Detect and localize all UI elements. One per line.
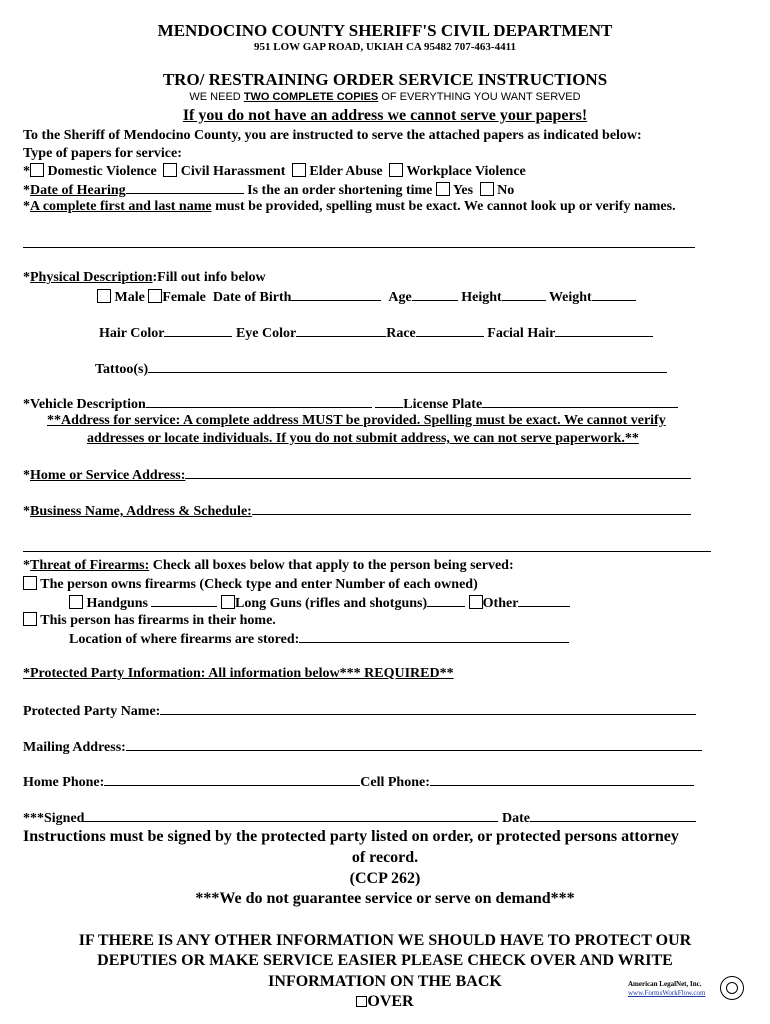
- over-checkbox[interactable]: [356, 996, 367, 1007]
- facial-hair-field[interactable]: [555, 324, 653, 337]
- copies-post: OF EVERYTHING YOU WANT SERVED: [378, 91, 581, 103]
- owns-firearms-label: The person owns firearms (Check type and enter Number of each owned): [40, 577, 478, 592]
- person-name-field[interactable]: [23, 247, 695, 248]
- required-star: *: [23, 270, 30, 285]
- home-phone-field[interactable]: [104, 773, 360, 786]
- required-star: *: [23, 558, 30, 573]
- vehicle-field[interactable]: [146, 395, 372, 408]
- cell-phone-label: Cell Phone:: [360, 775, 430, 790]
- ccp-reference: (CCP 262): [349, 870, 421, 887]
- firearm-location-field[interactable]: [299, 630, 569, 643]
- dob-label: Date of Birth: [212, 290, 292, 305]
- physical-description-heading: [23, 270, 266, 286]
- mailing-address-row: [23, 738, 702, 756]
- other-firearm-label: Other: [482, 596, 519, 611]
- mailing-address-label: Mailing Address:: [23, 740, 126, 755]
- home-address-row: [23, 466, 691, 484]
- protected-party-title: Protected Party Information: All information below*** REQUIRED**: [30, 666, 454, 681]
- required-star: *: [23, 504, 30, 519]
- civil-harassment-label: Civil Harassment: [180, 164, 286, 179]
- sheriff-instruction: To the Sheriff of Mendocino County, you are instructed to serve the attached papers as indicated below:: [23, 128, 642, 143]
- shortening-yes-checkbox[interactable]: [436, 182, 450, 196]
- eye-color-field[interactable]: [296, 324, 386, 337]
- height-field[interactable]: [502, 288, 546, 301]
- civil-harassment-checkbox[interactable]: [163, 163, 177, 177]
- male-checkbox[interactable]: [97, 289, 111, 303]
- firearm-types-row: [69, 594, 570, 612]
- home-phone-label: Home Phone:: [23, 775, 105, 790]
- signed-label: ***Signed: [23, 811, 85, 826]
- shortening-no-checkbox[interactable]: [480, 182, 494, 196]
- signature-field[interactable]: [84, 809, 498, 822]
- vehicle-label: *Vehicle Description: [23, 397, 146, 412]
- phone-row: [23, 773, 694, 791]
- hearing-date-field[interactable]: [126, 181, 244, 194]
- tattoo-field[interactable]: [148, 360, 667, 373]
- business-row: [23, 502, 691, 520]
- department-address: 951 LOW GAP ROAD, UKIAH CA 95482 707-463-4411: [254, 41, 516, 53]
- vehicle-extra-field[interactable]: [375, 395, 403, 408]
- copies-pre: WE NEED: [189, 91, 244, 103]
- back-info-line2: DEPUTIES OR MAKE SERVICE EASIER PLEASE CHECK OVER AND WRITE: [97, 952, 673, 969]
- department-title: MENDOCINO COUNTY SHERIFF'S CIVIL DEPARTMENT: [157, 21, 613, 40]
- owns-firearms-row: [23, 576, 478, 593]
- firearms-heading: [23, 558, 514, 574]
- long-guns-label: Long Guns (rifles and shotguns): [234, 596, 428, 611]
- publisher-name: American LegalNet, Inc.: [628, 980, 702, 988]
- mailing-address-field[interactable]: [126, 738, 702, 751]
- business-label: Business Name, Address & Schedule:: [30, 504, 252, 519]
- signature-row: [23, 809, 696, 827]
- workplace-violence-label: Workplace Violence: [406, 164, 526, 179]
- copies-notice: [0, 91, 770, 103]
- back-info-line3: INFORMATION ON THE BACK: [268, 973, 502, 990]
- other-firearm-checkbox[interactable]: [469, 595, 483, 609]
- facial-hair-label: Facial Hair: [487, 326, 556, 341]
- yes-label: Yes: [452, 183, 474, 198]
- protected-name-label: Protected Party Name:: [23, 704, 161, 719]
- type-label: Type of papers for service:: [23, 146, 182, 161]
- has-firearms-row: [23, 612, 276, 629]
- female-checkbox[interactable]: [148, 289, 162, 303]
- race-field[interactable]: [416, 324, 484, 337]
- physical-row-1: [97, 288, 636, 306]
- signing-instruction-line1: Instructions must be signed by the protected party listed on order, or protected persons attorney: [23, 828, 679, 845]
- hearing-date-label: Date of Hearing: [30, 183, 126, 198]
- elder-abuse-label: Elder Abuse: [309, 164, 383, 179]
- date-label: Date: [501, 811, 530, 826]
- publisher-logo: [628, 976, 746, 1004]
- eye-color-label: Eye Color: [235, 326, 297, 341]
- cell-phone-field[interactable]: [430, 773, 694, 786]
- race-label: Race: [386, 326, 416, 341]
- age-label: Age: [388, 290, 412, 305]
- address-warning: If you do not have an address we cannot serve your papers!: [182, 107, 588, 124]
- firearms-note: Check all boxes below that apply to the person being served:: [149, 558, 514, 573]
- domestic-violence-checkbox[interactable]: [30, 163, 44, 177]
- vehicle-row: [23, 395, 678, 413]
- publisher-emblem-icon: [720, 976, 744, 1000]
- home-address-label: Home or Service Address:: [30, 468, 186, 483]
- height-label: Height: [461, 290, 502, 305]
- male-label: Male: [114, 290, 145, 305]
- business-extra-field[interactable]: [23, 551, 711, 552]
- has-firearms-label: This person has firearms in their home.: [40, 613, 276, 628]
- address-notice-line2: addresses or locate individuals. If you do not submit address, we can not serve paperwork.**: [87, 431, 639, 446]
- name-requirement-emphasis: A complete first and last name: [30, 199, 212, 214]
- signing-instruction-line2: of record.: [351, 849, 419, 866]
- over-label: OVER: [367, 993, 414, 1010]
- name-requirement: [23, 199, 676, 215]
- hair-color-label: Hair Color: [99, 326, 165, 341]
- business-field[interactable]: [252, 502, 691, 515]
- required-star: *: [23, 468, 30, 483]
- copies-emphasis: TWO COMPLETE COPIES: [243, 91, 379, 103]
- other-firearm-count-field[interactable]: [518, 594, 570, 607]
- hearing-row: [23, 181, 514, 199]
- workplace-violence-checkbox[interactable]: [389, 163, 403, 177]
- required-star: *: [23, 199, 30, 214]
- guarantee-notice: ***We do not guarantee service or serve on demand***: [195, 890, 575, 907]
- protected-name-field[interactable]: [160, 702, 696, 715]
- no-label: No: [497, 183, 515, 198]
- required-star: *: [23, 164, 30, 179]
- female-label: Female: [162, 290, 206, 305]
- name-requirement-text: must be provided, spelling must be exact. We cannot look up or verify names.: [211, 199, 676, 214]
- physical-row-2: [99, 324, 653, 342]
- firearms-title: Threat of Firearms:: [30, 558, 150, 573]
- publisher-url[interactable]: www.FormsWorkFlow.com: [628, 989, 706, 997]
- tattoo-label: Tattoo(s): [95, 362, 149, 377]
- dob-field[interactable]: [291, 288, 381, 301]
- handguns-checkbox[interactable]: [69, 595, 83, 609]
- age-field[interactable]: [412, 288, 458, 301]
- license-plate-field[interactable]: [482, 395, 678, 408]
- has-firearms-checkbox[interactable]: [23, 612, 37, 626]
- address-notice-line1: **Address for service: A complete address MUST be provided. Spelling must be exact. We cannot verify: [47, 413, 666, 428]
- required-star: *: [23, 666, 30, 681]
- protected-party-heading: [23, 666, 454, 682]
- owns-firearms-checkbox[interactable]: [23, 576, 37, 590]
- handguns-count-field[interactable]: [151, 594, 217, 607]
- long-guns-checkbox[interactable]: [221, 595, 235, 609]
- signature-date-field[interactable]: [530, 809, 696, 822]
- weight-label: Weight: [548, 290, 592, 305]
- weight-field[interactable]: [592, 288, 636, 301]
- firearm-location-label: Location of where firearms are stored:: [69, 632, 300, 647]
- tattoo-row: [95, 360, 667, 378]
- long-guns-count-field[interactable]: [427, 594, 465, 607]
- form-title: TRO/ RESTRAINING ORDER SERVICE INSTRUCTIONS: [162, 70, 608, 89]
- domestic-violence-label: Domestic Violence: [47, 164, 157, 179]
- license-plate-label: License Plate: [403, 397, 483, 412]
- back-info-line1: IF THERE IS ANY OTHER INFORMATION WE SHOULD HAVE TO PROTECT OUR: [78, 932, 692, 949]
- firearm-location-row: [69, 630, 569, 648]
- shortening-label: Is the an order shortening time: [247, 183, 433, 198]
- physical-description-note: :Fill out info below: [152, 270, 266, 285]
- elder-abuse-checkbox[interactable]: [292, 163, 306, 177]
- required-star: *: [23, 183, 30, 198]
- protected-name-row: [23, 702, 696, 720]
- paper-types-row: [23, 163, 526, 180]
- hair-color-field[interactable]: [164, 324, 232, 337]
- physical-description-label: Physical Description: [30, 270, 153, 285]
- home-address-field[interactable]: [185, 466, 691, 479]
- handguns-label: Handguns: [86, 596, 148, 611]
